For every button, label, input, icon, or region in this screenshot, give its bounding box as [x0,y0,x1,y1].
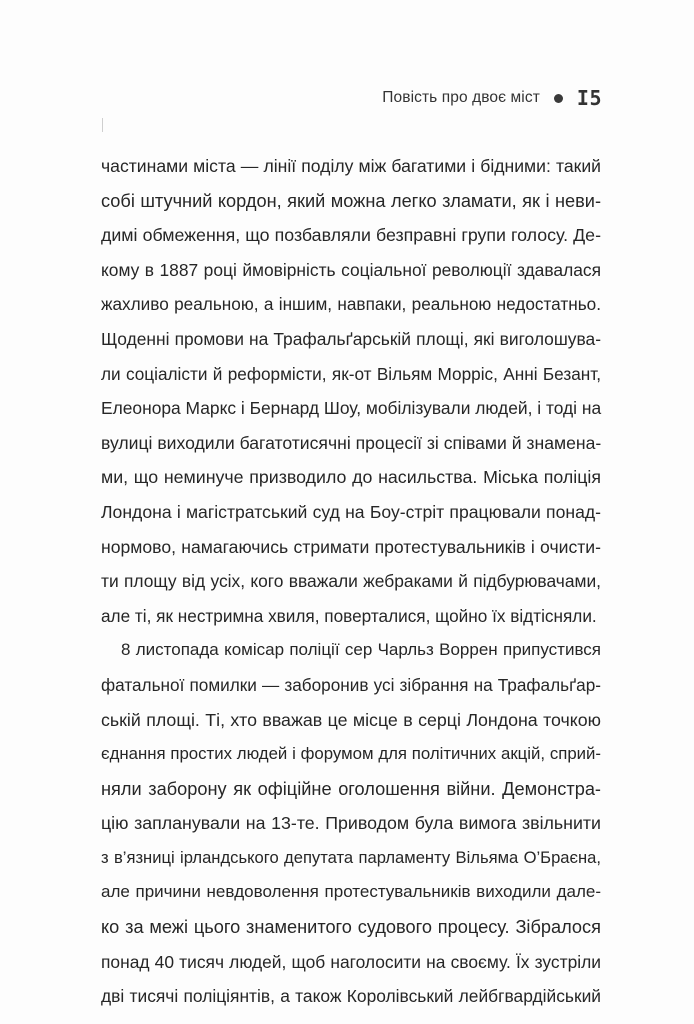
bullet-icon [554,94,563,103]
text-line: дві тисячі поліціянтів, а також Королівський лейбгвардійський [101,986,601,1007]
text-line: Щоденні промови на Трафальґарській площі, які виголошува- [101,328,601,349]
text-line: частинами міста — лінії поділу між багатими і бідними: такий [101,156,601,176]
text-line: ли соціалісти й реформісти, як-от Вільям Морріс, Анні Безант, [101,363,601,384]
text-line: але причини невдоволення протестувальників виходили дале- [101,882,601,902]
crop-mark [102,118,103,132]
text-line: 8 листопада комісар поліції сер Чарльз Воррен припустився [121,640,601,660]
paragraph-1 [101,149,601,633]
body-text [101,149,601,1014]
text-line: фатальної помилки — заборонив усі зібрання на Трафальґар- [101,674,601,695]
text-line: ти площу від усіх, кого вважали жебраками й підбурювачами, [101,571,601,592]
text-line: нормово, намагаючись стримати протестувальників і очисти- [101,536,601,557]
text-line: цію запланували на 13-те. Приводом була вимога звільнити [101,813,601,834]
running-head [382,86,602,110]
text-line: вулиці виходили багатотисячні процесії зі співами й знамена- [101,432,602,453]
running-head-title: Повість про двоє міст [382,89,540,106]
text-line: з в’язниці ірландського депутата парламенту Вільяма О’Браєна, [101,847,601,867]
text-line: єднання простих людей і форумом для політичних акцій, сприй- [101,744,601,764]
text-line: ко за межі цього знаменитого судового процесу. Зібралося [101,917,601,938]
paragraph-2 [101,633,601,1014]
text-line: понад 40 тисяч людей, щоб наголосити на своєму. Їх зустріли [101,951,601,972]
text-line: собі штучний кордон, який можна легко зламати, як і неви- [101,190,601,211]
text-line: ській площі. Ті, хто вважав це місце в серці Лондона точкою [101,709,601,730]
text-line: няли заборону як офіційне оголошення війни. Демонстра- [101,778,601,799]
text-line: Лондона і магістратський суд на Боу-стріт працювали понад- [101,501,601,522]
page-number: I5 [576,86,602,110]
text-line: димі обмеження, що позбавляли безправні групи голосу. Де- [101,225,601,246]
text-line: але ті, як нестримна хвиля, поверталися, щойно їх відтісняли. [101,605,597,626]
text-line: Елеонора Маркс і Бернард Шоу, мобілізували людей, і тоді на [101,398,602,419]
text-line: ми, що неминуче призводило до насильства. Міська поліція [101,467,601,488]
text-line: кому в 1887 році ймовірність соціальної революції здавалася [101,259,601,280]
text-line: жахливо реальною, а іншим, навпаки, реальною недостатньо. [101,294,601,315]
